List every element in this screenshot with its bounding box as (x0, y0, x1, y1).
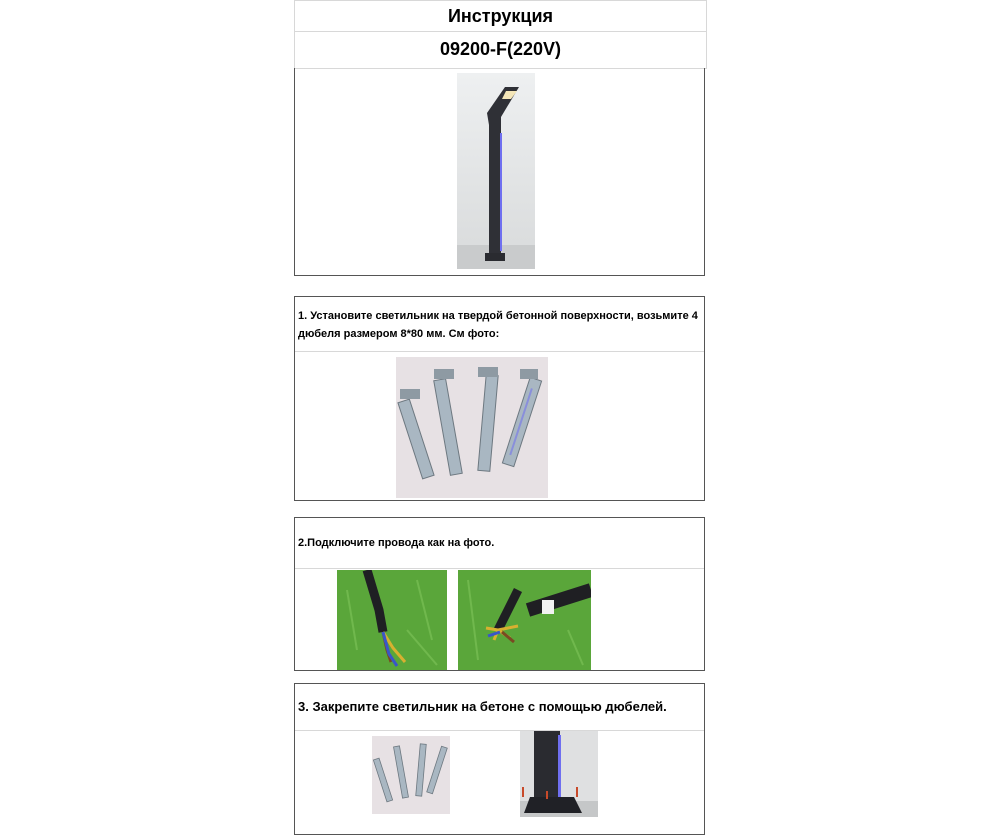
lamp-product-photo (457, 73, 535, 269)
divider (295, 568, 704, 569)
divider (295, 351, 704, 352)
divider (295, 730, 704, 731)
step-3-text: 3. Закрепите светильник на бетоне с помощью дюбелей. (298, 699, 667, 714)
page-title: Инструкция (294, 0, 707, 32)
anchor-bolts-small-photo (372, 736, 450, 814)
model-number: 09200-F(220V) (294, 30, 707, 69)
wiring-photo-1 (337, 570, 447, 670)
product-photo-section (294, 68, 705, 276)
step-2-section (294, 517, 705, 671)
wiring-photo-2 (458, 570, 591, 670)
step-3-section (294, 683, 705, 835)
lamp-base-mounted-photo (520, 731, 598, 817)
step-1-section (294, 296, 705, 501)
step-2-text: 2.Подключите провода как на фото. (298, 537, 495, 549)
instruction-sheet (294, 0, 705, 833)
anchor-bolts-photo (396, 357, 548, 498)
step-1-text: 1. Установите светильник на твердой бетонной поверхности, возьмите 4 дюбеля размером 8*80 мм. См фото: (298, 310, 698, 340)
